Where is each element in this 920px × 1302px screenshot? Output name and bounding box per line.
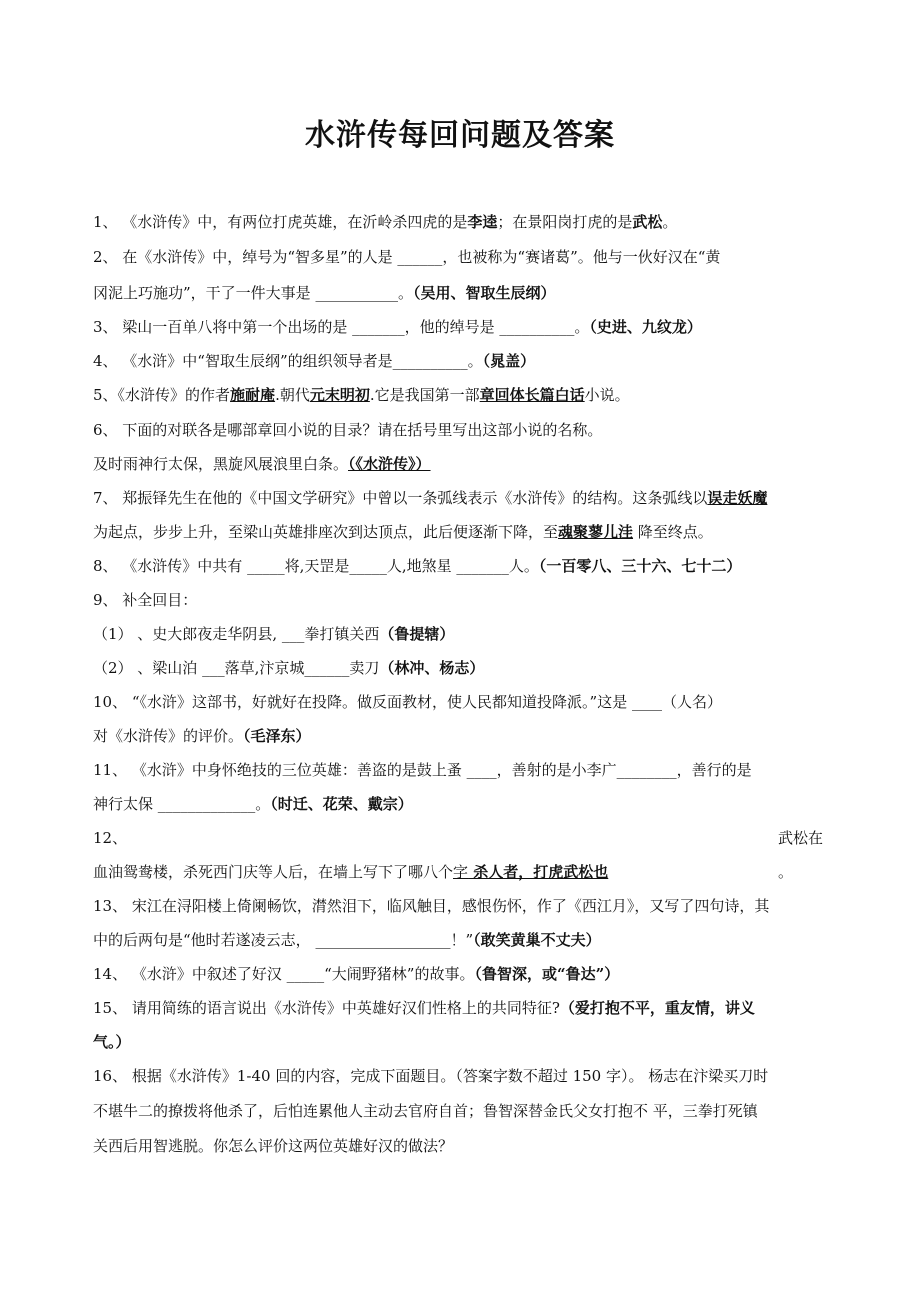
text-segment: 。 bbox=[662, 213, 678, 231]
text-line bbox=[93, 828, 127, 848]
answer-text: （毛泽东） bbox=[243, 727, 311, 745]
text-segment: 小说。 bbox=[584, 386, 630, 404]
text-line bbox=[93, 317, 702, 337]
text-segment: （2） 、梁山泊 ___落草,汴京城______卖刀 bbox=[93, 659, 380, 677]
answer-text: （史进、九纹龙） bbox=[589, 318, 702, 336]
text-segment: 6、 下面的对联各是哪部章回小说的目录？请在括号里写出这部小说的名称。 bbox=[93, 421, 603, 439]
text-segment: 及时雨神行太保，黑旋风展浪里白条。 bbox=[93, 455, 349, 473]
text-segment: 武松在 bbox=[778, 829, 824, 847]
text-line bbox=[93, 351, 535, 371]
text-segment: 血油鸳鸯楼，杀死西门庆等人后，在墙上写下了哪八个 bbox=[93, 863, 454, 881]
page-title: 水浒传每回问题及答案 bbox=[305, 118, 615, 153]
text-line bbox=[93, 862, 608, 882]
text-segment: 神行太保 _____________。 bbox=[93, 795, 271, 813]
text-line bbox=[93, 794, 413, 814]
text-line bbox=[93, 1101, 758, 1121]
answer-text: 杀人者，打虎武松也 bbox=[468, 863, 609, 881]
text-line bbox=[93, 930, 601, 950]
text-line bbox=[93, 590, 197, 610]
text-line bbox=[93, 896, 769, 916]
text-line bbox=[93, 658, 484, 678]
answer-text: （晁盖） bbox=[482, 352, 536, 370]
text-segment: 10、 “《水浒》这部书，好就好在投降。做反面教材，使人民都知道投降派。”这是 ____（人名） bbox=[93, 693, 722, 711]
answer-text: （林冲、杨志） bbox=[379, 659, 485, 677]
text-segment: .朝代 bbox=[275, 386, 310, 404]
text-segment: 5、《水浒传》的作者 bbox=[93, 386, 231, 404]
text-line bbox=[93, 283, 555, 303]
text-segment: 15、 请用简练的语言说出《水浒传》中英雄好汉们性格上的共同特征? bbox=[93, 999, 560, 1017]
text-segment: 12、 bbox=[93, 829, 128, 847]
text-line bbox=[93, 624, 454, 644]
text-segment: （1） 、史大郎夜走华阴县, ___拳打镇关西 bbox=[93, 625, 380, 643]
answer-text: （鲁智深，或“鲁达”） bbox=[474, 965, 620, 983]
text-segment: 1、 《水浒传》中，有两位打虎英雄，在沂岭杀四虎的是 bbox=[93, 213, 468, 231]
answer-text: 李逵 bbox=[467, 213, 498, 231]
text-line bbox=[93, 964, 619, 984]
text-line bbox=[93, 998, 755, 1018]
answer-text: （一百零八、三十六、七十二） bbox=[538, 557, 742, 575]
text-segment: 3、 梁山一百单八将中第一个出场的是 _______，他的绰号是 __________。 bbox=[93, 318, 590, 336]
answer-text: 气。） bbox=[93, 1033, 131, 1051]
text-segment: 7、 郑振铎先生在他的《中国文学研究》中曾以一条弧线表示《水浒传》的结构。这条弧线以 bbox=[93, 489, 708, 507]
text-segment: 13、 宋江在浔阳楼上倚阑畅饮，潸然泪下，临风触目，感恨伤怀，作了《西江月》，又写了四句诗，其 bbox=[93, 897, 770, 915]
answer-text: 元末明初 bbox=[309, 386, 370, 404]
text-line bbox=[93, 760, 752, 780]
text-line bbox=[93, 1136, 453, 1156]
text-line bbox=[93, 556, 741, 576]
text-segment: 冈泥上巧施功”，干了一件大事是 ___________。 bbox=[93, 284, 413, 302]
text-segment: 16、 根据《水浒传》1-40 回的内容，完成下面题目。（答案字数不超过 150 字）。 杨志在汴梁买刀时 bbox=[93, 1067, 769, 1085]
text-segment: 降至终点。 bbox=[633, 523, 713, 541]
answer-text: 章回体长篇白话 bbox=[479, 386, 585, 404]
text-segment bbox=[453, 863, 608, 881]
text-line bbox=[93, 1032, 131, 1052]
text-segment: 11、 《水浒》中身怀绝技的三位英雄：善盗的是鼓上蚤 ____，善射的是小李广________，善行的是 bbox=[93, 761, 752, 779]
answer-text: 施耐庵 bbox=[230, 386, 276, 404]
text-line bbox=[93, 385, 630, 405]
text-line bbox=[93, 212, 677, 232]
answer-text: （敢笑黄巢不丈夫） bbox=[473, 931, 601, 949]
text-segment: 对《水浒传》的评价。 bbox=[93, 727, 244, 745]
text-line bbox=[93, 454, 431, 474]
answer-text: （爱打抱不平，重友情，讲义 bbox=[559, 999, 755, 1017]
text-segment: 。 bbox=[778, 863, 794, 881]
text-segment: 14、 《水浒》中叙述了好汉 _____“大闹野猪林”的故事。 bbox=[93, 965, 475, 983]
text-segment: 为起点，步步上升，至梁山英雄排座次到达顶点，此后便逐渐下降，至 bbox=[93, 523, 559, 541]
text-segment: 关西后用智逃脱。你怎么评价这两位英雄好汉的做法？ bbox=[93, 1137, 454, 1155]
answer-text: 误走妖魔 bbox=[707, 489, 768, 507]
text-line bbox=[93, 488, 767, 508]
answer-text: （鲁提辖） bbox=[379, 625, 455, 643]
text-line bbox=[93, 247, 720, 267]
text-segment: ；在景阳岗打虎的是 bbox=[497, 213, 633, 231]
text-segment: 4、 《水浒》中“智取生辰纲”的组织领导者是__________。 bbox=[93, 352, 483, 370]
text-line bbox=[93, 726, 311, 746]
text-segment: .它是我国第一部 bbox=[369, 386, 480, 404]
text-line bbox=[93, 420, 602, 440]
text-segment: 2、 在《水浒传》中，绰号为“智多星”的人是 ______，也被称为“赛诸葛”。他与一伙好汉在“黄 bbox=[93, 248, 721, 266]
text-segment: 9、 补全回目： bbox=[93, 591, 198, 609]
text-line bbox=[778, 862, 793, 882]
answer-text: （时迁、花荣、戴宗） bbox=[270, 795, 413, 813]
text-segment: 字 bbox=[453, 863, 469, 881]
answer-text: （吴用、智取生辰纲） bbox=[412, 284, 556, 302]
answer-text: 魂聚蓼儿洼 bbox=[558, 523, 634, 541]
answer-text: （《水浒传》） bbox=[348, 455, 431, 473]
text-line bbox=[93, 522, 713, 542]
text-segment: 8、 《水浒传》中共有 _____将,天罡是_____人,地煞星 _______人。 bbox=[93, 557, 539, 575]
answer-text: 武松 bbox=[632, 213, 663, 231]
text-segment: 中的后两句是“他时若遂凌云志， __________________！” bbox=[93, 931, 474, 949]
text-line bbox=[93, 1066, 768, 1086]
text-segment: 不堪牛二的撩拨将他杀了，后怕连累他人主动去官府自首；鲁智深替金氏父女打抱不 平，三拳打死镇 bbox=[93, 1102, 758, 1120]
text-line bbox=[778, 828, 823, 848]
text-line bbox=[93, 692, 722, 712]
